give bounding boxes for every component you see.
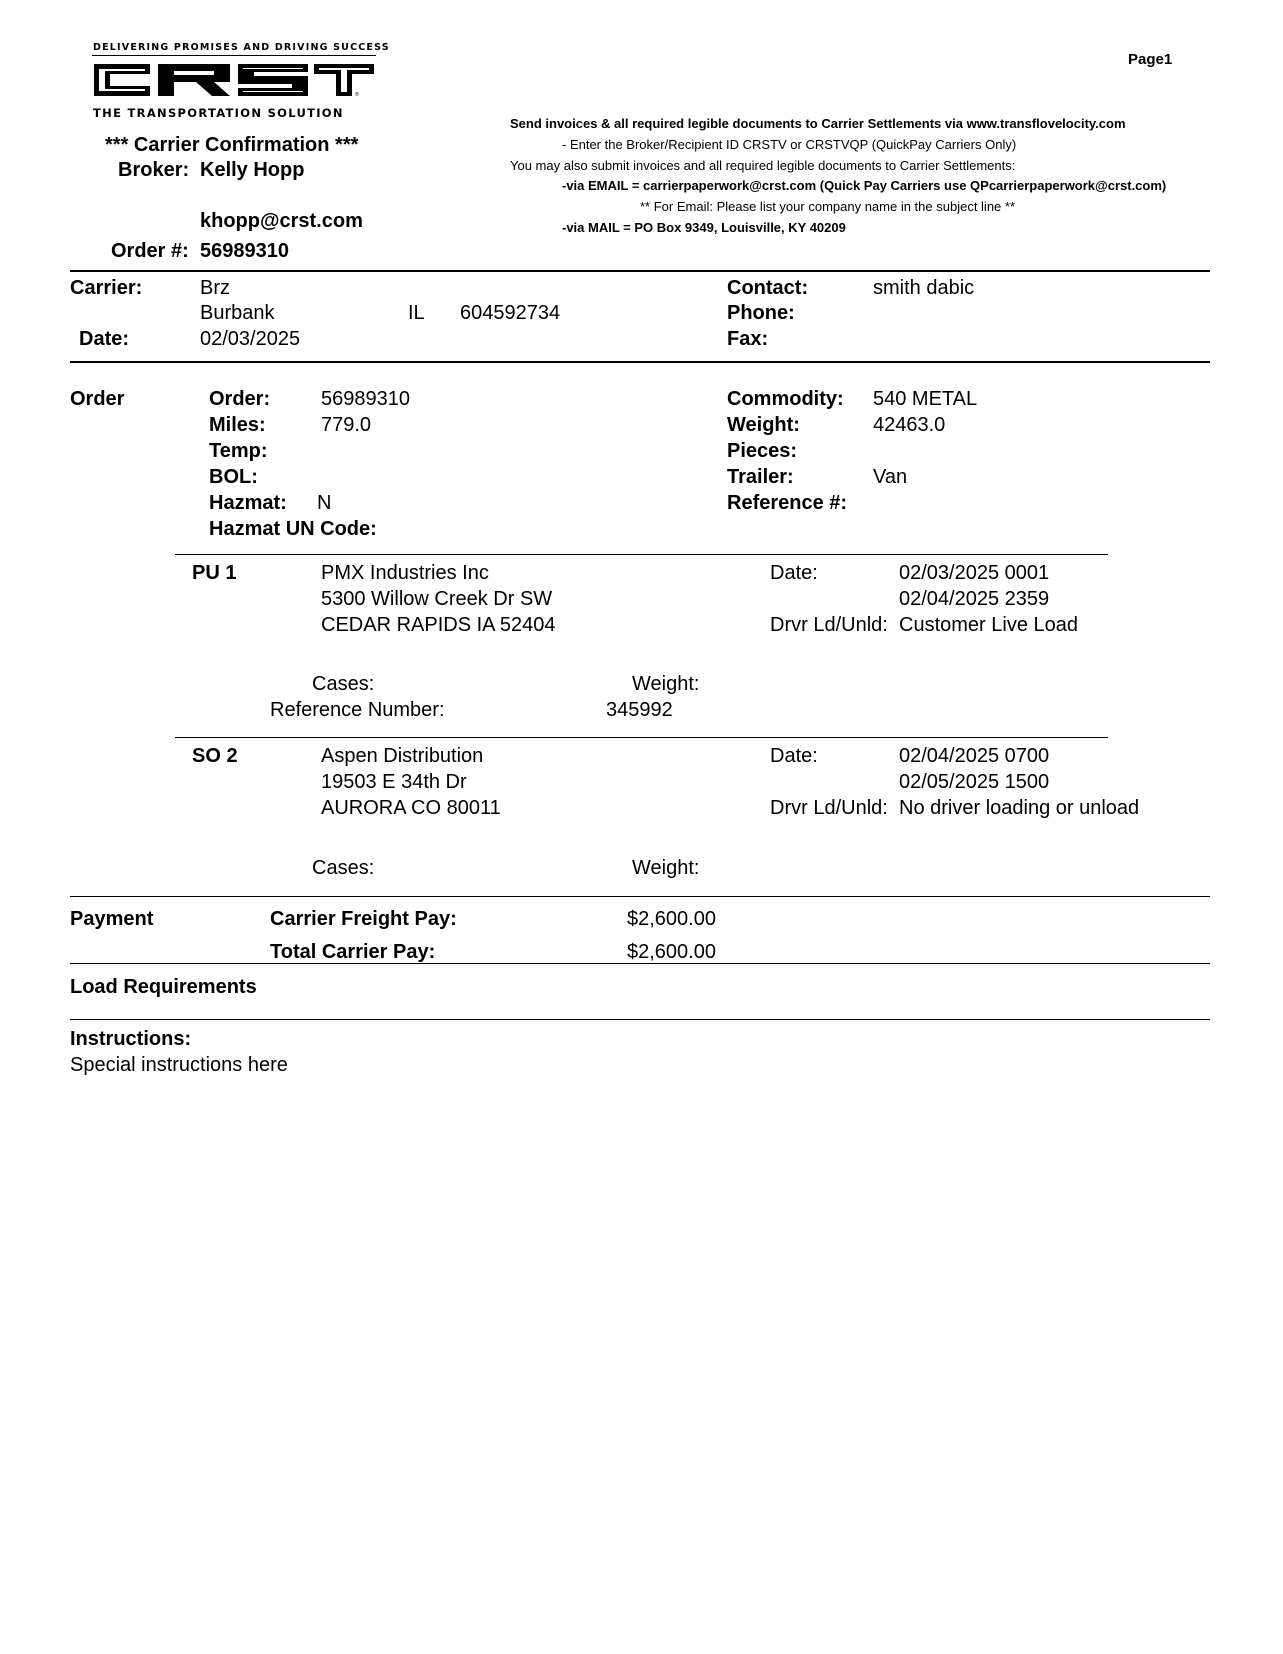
phone-label: Phone:: [727, 302, 795, 324]
divider: [175, 737, 1108, 738]
crst-wordmark-icon: [92, 60, 376, 100]
divider: [70, 896, 1210, 897]
broker-label: Broker:: [118, 159, 190, 181]
stop-address-line2: CEDAR RAPIDS IA 52404: [321, 614, 556, 636]
order-label: Order:: [209, 388, 271, 410]
total-pay-label: Total Carrier Pay:: [270, 941, 436, 963]
weight-value: 42463.0: [873, 414, 946, 436]
freight-pay-value: $2,600.00: [627, 908, 716, 930]
carrier-name: Brz: [200, 277, 230, 299]
total-pay-value: $2,600.00: [627, 941, 716, 963]
commodity-value: 540 METAL: [873, 388, 978, 410]
registered-mark: ®: [355, 92, 359, 98]
hazmat-label: Hazmat:: [209, 492, 287, 514]
contact-label: Contact:: [727, 277, 809, 299]
stop-date-start: 02/03/2025 0001: [899, 562, 1050, 584]
broker-email: khopp@crst.com: [200, 210, 363, 232]
stop-driver-label: Drvr Ld/Unld:: [770, 797, 888, 819]
stop-weight-label: Weight:: [632, 857, 700, 879]
fax-label: Fax:: [727, 328, 769, 350]
document-title: *** Carrier Confirmation ***: [105, 134, 359, 156]
stop-address-line2: AURORA CO 80011: [321, 797, 501, 819]
contact-name: smith dabic: [873, 277, 975, 299]
carrier-date: 02/03/2025: [200, 328, 301, 350]
stop-name: PMX Industries Inc: [321, 562, 489, 584]
payment-section-label: Payment: [70, 908, 154, 930]
hazmat-un-code-label: Hazmat UN Code:: [209, 518, 377, 540]
order-number-label: Order #:: [111, 240, 189, 262]
temp-label: Temp:: [209, 440, 268, 462]
order-value: 56989310: [321, 388, 410, 410]
submit-instructions-email-note: ** For Email: Please list your company name in the subject line **: [640, 199, 1016, 214]
weight-label: Weight:: [727, 414, 800, 436]
instructions-text: Special instructions here: [70, 1054, 288, 1076]
submit-instructions-email: -via EMAIL = carrierpaperwork@crst.com (Quick Pay Carriers use QPcarrierpaperwork@crst.com): [562, 178, 1167, 193]
carrier-label: Carrier:: [70, 277, 143, 299]
date-label: Date:: [79, 328, 130, 350]
crst-logo: [92, 42, 390, 122]
submit-instructions-line1: Send invoices & all required legible documents to Carrier Settlements via www.transflovelocity.com: [510, 116, 1126, 131]
bol-label: BOL:: [209, 466, 258, 488]
submit-instructions-mail: -via MAIL = PO Box 9349, Louisville, KY 40209: [562, 220, 846, 235]
stop-date-end: 02/04/2025 2359: [899, 588, 1050, 610]
stop-driver-label: Drvr Ld/Unld:: [770, 614, 888, 636]
instructions-label: Instructions:: [70, 1028, 192, 1050]
miles-label: Miles:: [209, 414, 266, 436]
stop-driver-value: No driver loading or unload: [899, 797, 1140, 819]
stop-cases-label: Cases:: [312, 673, 375, 695]
stop-date-label: Date:: [770, 745, 818, 767]
stop-cases-label: Cases:: [312, 857, 375, 879]
stop-address-line1: 5300 Willow Creek Dr SW: [321, 588, 553, 610]
stop-date-start: 02/04/2025 0700: [899, 745, 1050, 767]
load-requirements-label: Load Requirements: [70, 976, 257, 998]
stop-address-line1: 19503 E 34th Dr: [321, 771, 467, 793]
divider: [175, 554, 1108, 555]
logo-tagline: DELIVERING PROMISES AND DRIVING SUCCESS: [93, 42, 390, 53]
submit-instructions-line2: - Enter the Broker/Recipient ID CRSTV or CRSTVQP (QuickPay Carriers Only): [562, 137, 1017, 152]
stop-name: Aspen Distribution: [321, 745, 484, 767]
stop-weight-label: Weight:: [632, 673, 700, 695]
trailer-label: Trailer:: [727, 466, 794, 488]
divider: [70, 963, 1210, 964]
divider: [70, 361, 1210, 363]
trailer-value: Van: [873, 466, 908, 488]
stop-date-label: Date:: [770, 562, 818, 584]
stop-date-end: 02/05/2025 1500: [899, 771, 1050, 793]
stop-code: SO 2: [192, 745, 238, 767]
reference-label: Reference #:: [727, 492, 848, 514]
hazmat-value: N: [317, 492, 332, 514]
divider: [70, 270, 1210, 272]
stop-reference-value: 345992: [606, 699, 673, 721]
order-section-label: Order: [70, 388, 125, 410]
stop-code: PU 1: [192, 562, 237, 584]
commodity-label: Commodity:: [727, 388, 844, 410]
carrier-id: 604592734: [460, 302, 561, 324]
divider: [70, 1019, 1210, 1020]
page-number: Page1: [1128, 51, 1173, 68]
stop-reference-label: Reference Number:: [270, 699, 445, 721]
freight-pay-label: Carrier Freight Pay:: [270, 908, 457, 930]
broker-name: Kelly Hopp: [200, 159, 305, 181]
stop-driver-value: Customer Live Load: [899, 614, 1078, 636]
logo-subline: THE TRANSPORTATION SOLUTION: [93, 106, 344, 120]
miles-value: 779.0: [321, 414, 372, 436]
order-number: 56989310: [200, 240, 289, 262]
carrier-state: IL: [408, 302, 425, 324]
carrier-city: Burbank: [200, 302, 275, 324]
pieces-label: Pieces:: [727, 440, 798, 462]
submit-instructions-line3: You may also submit invoices and all required legible documents to Carrier Settlements:: [510, 158, 1016, 173]
